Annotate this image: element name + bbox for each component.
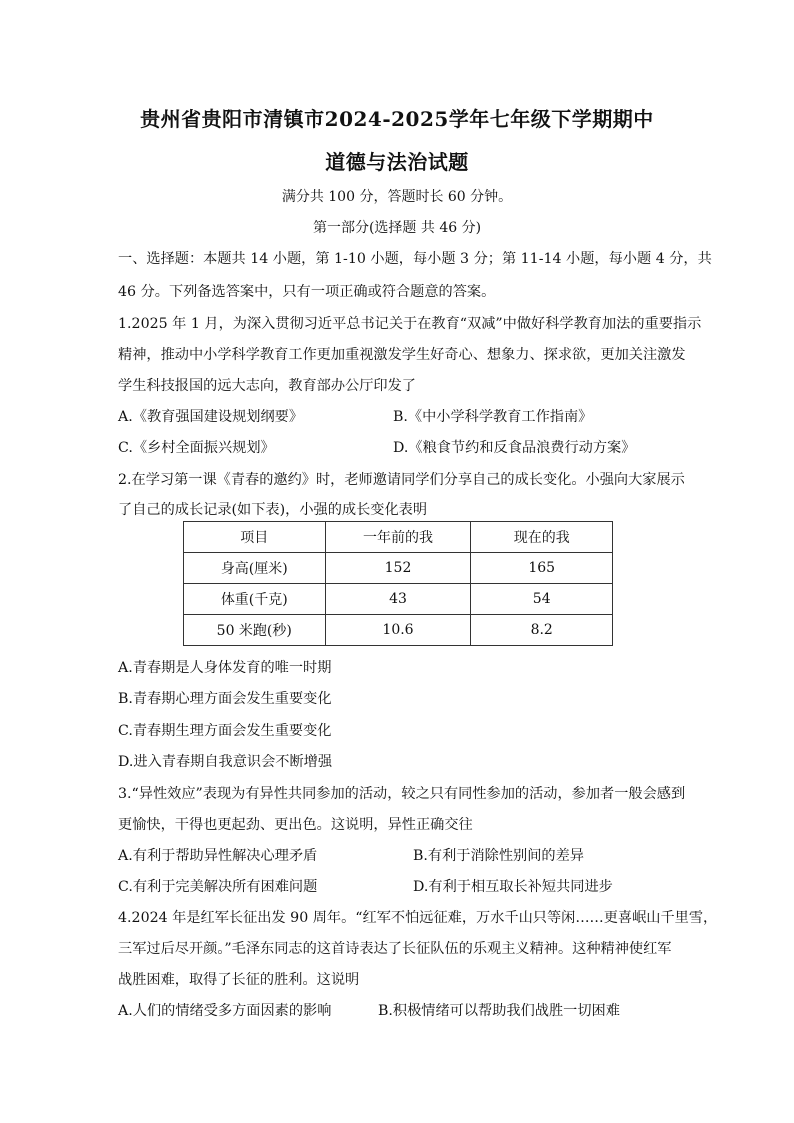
- table-row: [184, 615, 613, 646]
- question-4-line: 4.2024 年是红军长征出发 90 周年。“红军不怕远征难，万水千山只等闲……更喜岷山千里雪，: [118, 910, 718, 926]
- section-intro-line: 一、选择题：本题共 14 小题，第 1-10 小题，每小题 3 分；第 11-14 小题，每小题 4 分，共: [118, 251, 712, 267]
- table-cell: 10.6: [325, 615, 471, 646]
- section-intro-line: 46 分。下列备选答案中，只有一项正确或符合题意的答案。: [118, 284, 496, 300]
- q2-option-d: D.进入青春期自我意识会不断增强: [118, 754, 333, 770]
- table-cell: 54: [471, 584, 613, 615]
- growth-record-table: [183, 521, 613, 646]
- table-cell: 8.2: [471, 615, 613, 646]
- question-1-line: 精神，推动中小学科学教育工作更加重视激发学生好奇心、想象力、探求欲，更加关注激发: [118, 347, 686, 363]
- question-1-line: 学生科技报国的远大志向，教育部办公厅印发了: [118, 378, 416, 394]
- q1-option-c: C.《乡村全面振兴规划》: [118, 440, 275, 456]
- q2-option-a: A.青春期是人身体发育的唯一时期: [118, 660, 332, 676]
- q1-option-a: A.《教育强国建设规划纲要》: [118, 409, 304, 425]
- table-row: [184, 553, 613, 584]
- question-1-line: 1.2025 年 1 月，为深入贯彻习近平总书记关于在教育“双减”中做好科学教育加法的重要指示: [118, 316, 702, 332]
- question-4-line: 战胜困难，取得了长征的胜利。这说明: [118, 972, 360, 988]
- q3-option-a: A.有利于帮助异性解决心理矛盾: [118, 848, 318, 864]
- question-3-line: 3.“异性效应”表现为有异性共同参加的活动，较之只有同性参加的活动，参加者一般会感到: [118, 786, 686, 802]
- question-2-line: 2.在学习第一课《青春的邀约》时，老师邀请同学们分享自己的成长变化。小强向大家展示: [118, 472, 685, 488]
- table-cell: 152: [325, 553, 471, 584]
- table-header: 现在的我: [471, 522, 613, 553]
- table-header: 项目: [184, 522, 326, 553]
- q2-option-b: B.青春期心理方面会发生重要变化: [118, 691, 332, 707]
- table-header: 一年前的我: [325, 522, 471, 553]
- table-row: [184, 584, 613, 615]
- table-cell: 165: [471, 553, 613, 584]
- table-cell: 50 米跑(秒): [184, 615, 326, 646]
- exam-subject-title: 道德与法治试题: [325, 150, 469, 174]
- table-cell: 体重(千克): [184, 584, 326, 615]
- exam-title: 贵州省贵阳市清镇市2024-2025学年七年级下学期期中: [140, 107, 654, 131]
- table-header-row: [184, 522, 613, 553]
- q4-option-a: A.人们的情绪受多方面因素的影响: [118, 1003, 332, 1019]
- q1-option-d: D.《粮食节约和反食品浪费行动方案》: [393, 440, 636, 456]
- question-4-line: 三军过后尽开颜。”毛泽东同志的这首诗表达了长征队伍的乐观主义精神。这种精神使红军: [118, 941, 672, 957]
- exam-meta: 满分共 100 分，答题时长 60 分钟。: [281, 189, 513, 205]
- q2-option-c: C.青春期生理方面会发生重要变化: [118, 723, 332, 739]
- part-heading: 第一部分(选择题 共 46 分): [312, 220, 482, 236]
- question-2-line: 了自己的成长记录(如下表)，小强的成长变化表明: [118, 502, 428, 518]
- q4-option-b: B.积极情绪可以帮助我们战胜一切困难: [378, 1003, 620, 1019]
- q1-option-b: B.《中小学科学教育工作指南》: [393, 409, 593, 425]
- q3-option-d: D.有利于相互取长补短共同进步: [413, 879, 613, 895]
- question-3-line: 更愉快，干得也更起劲、更出色。这说明，异性正确交往: [118, 817, 473, 833]
- table-cell: 身高(厘米): [184, 553, 326, 584]
- table-cell: 43: [325, 584, 471, 615]
- q3-option-c: C.有利于完美解决所有困难问题: [118, 879, 318, 895]
- q3-option-b: B.有利于消除性别间的差异: [413, 848, 584, 864]
